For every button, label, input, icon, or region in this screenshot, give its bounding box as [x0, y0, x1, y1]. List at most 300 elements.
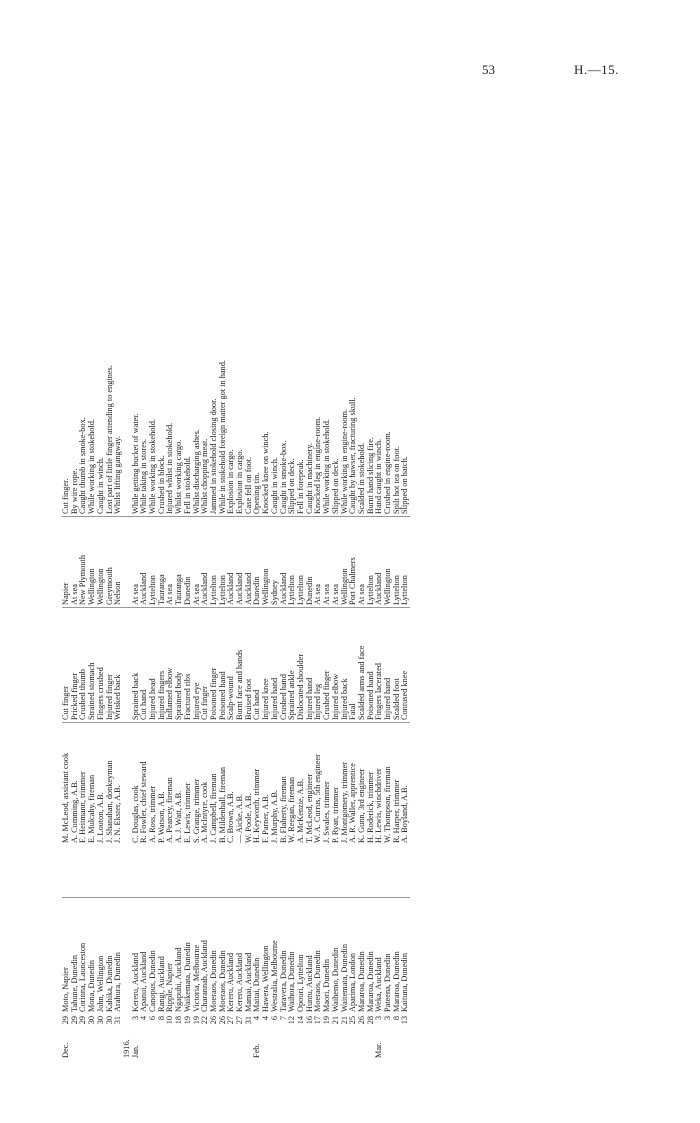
dot-leader	[123, 845, 132, 898]
cell-name: B. Flaherty, fireman	[280, 723, 289, 846]
accidents-table	[62, 64, 410, 1060]
dot-leader	[201, 845, 210, 898]
table-row	[88, 64, 97, 1060]
table-row	[184, 64, 193, 1060]
page-number: 53	[482, 62, 495, 77]
dot-leader	[297, 845, 306, 898]
cell-name: E. Mulcahy, fireman	[88, 723, 97, 846]
cell-name: P. Watson, A.B.	[158, 723, 167, 846]
cell-day: 30	[95, 1016, 105, 1025]
cell-month	[288, 1034, 297, 1060]
cell-month	[271, 1034, 280, 1060]
cell-ship: Waihora, Dunedin	[288, 898, 297, 1015]
cell-ship: Kereru, Auckland	[227, 898, 236, 1015]
cell-ship: Pateena, Dunedin	[384, 898, 393, 1015]
cell-injury: Dislocated shoulder	[297, 608, 306, 723]
dot-leader	[158, 845, 167, 898]
cell-name: A. McKenzie, A.B.	[297, 723, 306, 846]
cell-month	[71, 1034, 80, 1060]
cell-month	[106, 1034, 115, 1060]
cell-injury: Injured back	[341, 608, 350, 723]
cell-cause: Whilst lifting gangway.	[113, 435, 123, 514]
dot-leader	[314, 845, 323, 898]
cell-injury: Injured finger	[106, 608, 115, 723]
table-row	[332, 64, 341, 1060]
dot-leader	[175, 845, 184, 898]
cell-cause: Crushed in engine-room.	[383, 431, 393, 514]
cell-month	[166, 1034, 175, 1060]
cell-day: 8	[391, 1016, 401, 1021]
cell-month: Mar.	[374, 1042, 384, 1058]
cell-ship: Corinna, Launceston	[79, 898, 88, 1015]
cell-name: A. Ross, trimmer	[149, 723, 158, 846]
table-row	[227, 64, 236, 1060]
cell-ship: Moto, Napier	[62, 898, 71, 1015]
cell-cause: While working in stokehold.	[148, 419, 158, 514]
cell-day: 6	[148, 1016, 158, 1021]
dot-leader	[106, 845, 115, 898]
cell-where: Dunedin	[306, 517, 315, 608]
cell-where: Auckland	[201, 517, 210, 608]
cell-month: Jan.	[130, 1044, 140, 1058]
cell-injury: Fingers lacerated	[375, 608, 384, 723]
cell-where: Auckland	[375, 517, 384, 608]
table-row	[384, 64, 393, 1060]
cell-where: Port Chalmers	[349, 517, 358, 608]
cell-month	[227, 1034, 236, 1060]
cell-injury: Poisoned hand	[219, 608, 228, 723]
cell-where: Wellington	[262, 517, 271, 608]
cell-where: Dunedin	[253, 517, 262, 608]
cell-day: 30	[104, 1016, 114, 1025]
cell-ship: Waitemata, Dunedin	[341, 898, 350, 1015]
cell-day: 3	[374, 1016, 384, 1021]
cell-cause: While taking in stores.	[139, 438, 149, 514]
cell-where: Lyttelton	[401, 517, 410, 608]
cell-month	[219, 1034, 228, 1060]
cell-ship: Huntu, Auckland	[306, 898, 315, 1015]
cell-name: T. McLeod, engineer	[306, 723, 315, 846]
cell-day: 28	[365, 1016, 375, 1025]
cell-day: 12	[287, 1016, 297, 1025]
cell-day: 6	[269, 1016, 279, 1021]
cell-injury: Inflamed elbow	[166, 608, 175, 723]
cell-where: At sea	[132, 517, 141, 608]
cell-ship: Maori, Dunedin	[323, 898, 332, 1015]
cell-ship: Victoria, Melbourne	[193, 898, 202, 1015]
cell-cause: Fell in forepeak.	[295, 459, 305, 514]
cell-name: C. Douglas, cook	[132, 723, 141, 846]
dot-leader	[271, 845, 280, 898]
cell-where: Dunedin	[184, 517, 193, 608]
cell-injury: Pricked finger	[71, 608, 80, 723]
cell-day: 26	[356, 1016, 366, 1025]
cell-day: 31	[243, 1016, 253, 1025]
cell-month	[262, 1034, 271, 1060]
cell-day: 29	[69, 1016, 79, 1025]
cell-cause: Burnt hand slicing fire.	[365, 437, 375, 514]
cell-ship: Moeraos, Dunedin	[219, 898, 228, 1015]
cell-where: Nelson	[114, 517, 123, 608]
cell-month	[158, 1034, 167, 1060]
cell-where: Tauranga	[158, 517, 167, 608]
cell-month	[349, 1034, 358, 1060]
cell-where: Wellington	[88, 517, 97, 608]
cell-ship: Kereru, Auckland	[132, 898, 141, 1015]
cell-where: Wellington	[97, 517, 106, 608]
cell-where: Auckland	[245, 517, 254, 608]
table-row	[132, 64, 141, 1060]
table-row	[367, 64, 376, 1060]
cell-injury: Cut hand	[140, 608, 149, 723]
dot-leader	[253, 845, 262, 898]
cell-day: 13	[400, 1016, 410, 1025]
cell-name: — Aicke, A.B.	[236, 723, 245, 846]
cell-month	[306, 1034, 315, 1060]
cell-cause: Caught by hawser, fracturing skull.	[348, 397, 358, 514]
cell-name: J. Shanahan, donkeyman	[106, 723, 115, 846]
dot-leader	[358, 845, 367, 898]
cell-injury: Injured hand	[271, 608, 280, 723]
cell-cause: By wire rope.	[69, 468, 79, 514]
cell-name: R. Fowler, chief steward	[140, 723, 149, 846]
table-row	[253, 64, 262, 1060]
cell-injury: Poisoned finger	[210, 608, 219, 723]
cell-day: 31	[113, 1016, 123, 1025]
cell-injury: Injured hand	[306, 608, 315, 723]
cell-injury: Crushed thumb	[79, 608, 88, 723]
table-row	[210, 64, 219, 1060]
cell-day: 25	[348, 1016, 358, 1025]
cell-cause: While working in engine-room.	[339, 408, 349, 514]
cell-day: 3	[130, 1016, 140, 1021]
table-row	[114, 64, 123, 1060]
dot-leader	[227, 845, 236, 898]
dot-leader	[341, 845, 350, 898]
cell-cause: Spilt hot tea on foot.	[391, 446, 401, 514]
cell-where: Lyttelton	[393, 517, 402, 608]
cell-cause: Whilst working cargo.	[174, 439, 184, 514]
cell-name: E. Lewis, trimmer	[184, 723, 193, 846]
cell-ship: Westralia, Melbourne	[271, 898, 280, 1015]
table-row	[149, 64, 158, 1060]
cell-injury: Sprained back	[132, 608, 141, 723]
dot-leader	[262, 845, 271, 898]
cell-name: W. A. Currus, 5th engineer	[314, 723, 323, 846]
cell-name: K. Gunn, 3rd engineer	[358, 723, 367, 846]
cell-injury: Injured hand	[384, 608, 393, 723]
cell-ship: Rangi, Auckland	[158, 898, 167, 1015]
cell-day: 19	[191, 1016, 201, 1025]
cell-injury: Injured leg	[314, 608, 323, 723]
dot-leader	[367, 845, 376, 898]
cell-cause: Scalded in stokehold.	[356, 442, 366, 514]
cell-name: W. Reegan, fireman	[288, 723, 297, 846]
cell-month	[393, 1034, 402, 1060]
cell-name: A. J. Watt, A.B.	[175, 723, 184, 846]
cell-injury: Injured head	[149, 608, 158, 723]
dot-leader	[184, 845, 193, 898]
cell-injury: Crushed hand	[280, 608, 289, 723]
dot-leader	[349, 845, 358, 898]
cell-month	[210, 1034, 219, 1060]
cell-name: H. Lewis, winchdriver	[375, 723, 384, 846]
cell-where: Wellington	[384, 517, 393, 608]
cell-ship: Mararoa, Dunedin	[367, 898, 376, 1015]
cell-ship: Kereru, Auckland	[236, 898, 245, 1015]
dot-leader	[140, 845, 149, 898]
cell-cause: Whilst discharging ashes.	[191, 429, 201, 514]
cell-cause: Caught in smoke-box.	[278, 440, 288, 514]
cell-month	[140, 1034, 149, 1060]
dot-leader	[236, 845, 245, 898]
cell-ship: Waikemata, Dunedin	[184, 898, 193, 1015]
cell-where: Auckland	[236, 517, 245, 608]
cell-month	[314, 1034, 323, 1060]
cell-day: 22	[200, 1016, 210, 1025]
cell-injury: Fractured ribs	[184, 608, 193, 723]
cell-where: Greymouth	[106, 517, 115, 608]
cell-month	[384, 1034, 393, 1060]
cell-month: Dec.	[61, 1042, 70, 1058]
cell-day: 4	[139, 1016, 149, 1021]
dot-leader	[88, 845, 97, 898]
table-row	[158, 64, 167, 1060]
cell-ship: Maitai, Dunedin	[253, 898, 262, 1015]
cell-cause: Opening tin.	[252, 472, 262, 514]
cell-where: New Plymouth	[79, 517, 88, 608]
dot-leader	[149, 845, 158, 898]
cell-cause: While getting bucket of water.	[130, 413, 140, 514]
cell-where: At sea	[314, 517, 323, 608]
dot-leader	[288, 845, 297, 898]
cell-name: W. Thompson, fireman	[384, 723, 393, 846]
cell-ship: Ripple, Napier	[166, 898, 175, 1015]
cell-where: Auckland	[227, 517, 236, 608]
cell-where: Sydney	[271, 517, 280, 608]
cell-where: Lyttelton	[149, 517, 158, 608]
cell-name: P. Ryan, trimmer	[332, 723, 341, 846]
dot-leader	[62, 845, 71, 898]
cell-ship: Moeraos, Dunedin	[210, 898, 219, 1015]
cell-ship: Ngapuhi, Auckland	[175, 898, 184, 1015]
table-row	[262, 64, 271, 1060]
cell-name: J. Swales, trimmer	[323, 723, 332, 846]
cell-cause: While working in stokehold.	[322, 419, 332, 514]
cell-cause: Slipped on hatch.	[400, 456, 410, 514]
cell-injury: Cut finger	[201, 608, 210, 723]
cell-where: At sea	[323, 517, 332, 608]
table-row	[349, 64, 358, 1060]
dot-leader	[219, 845, 228, 898]
cell-injury: Injured eye	[193, 608, 202, 723]
table-row	[175, 64, 184, 1060]
table-row	[358, 64, 367, 1060]
cell-day: 21	[339, 1016, 349, 1025]
cell-cause: Fell in stokehold.	[182, 456, 192, 514]
cell-name: F. Parner, A.B.	[262, 723, 271, 846]
cell-where: Lyttelton	[219, 517, 228, 608]
cell-where: Lyttelton	[288, 517, 297, 608]
table-row	[97, 64, 106, 1060]
cell-month	[193, 1034, 202, 1060]
cell-ship: Kahika, Dunedin	[106, 898, 115, 1015]
cell-where: At sea	[358, 517, 367, 608]
cell-month	[149, 1034, 158, 1060]
cell-month	[201, 1034, 210, 1060]
rotated-table-region	[62, 100, 662, 1060]
cell-cause: While working in stokehold.	[87, 419, 97, 514]
cell-day: 21	[330, 1016, 340, 1025]
cell-ship: Tahune, Dunedin	[71, 898, 80, 1015]
cell-cause: Case fell on foot.	[243, 456, 253, 514]
cell-ship: Taravera, Dunedin	[280, 898, 289, 1015]
cell-day: 29	[61, 1016, 70, 1025]
cell-cause: Hand caught in winch.	[374, 438, 384, 514]
cell-injury: Wrisked back	[114, 608, 123, 723]
cell-ship: Charannah, Auckland	[201, 898, 210, 1015]
cell-month	[175, 1034, 184, 1060]
table-row	[123, 64, 132, 1060]
cell-injury: Injured fingers	[158, 608, 167, 723]
cell-cause: While in stokehold foreign matter got in hand.	[217, 360, 227, 514]
cell-cause: Knocked leg in engine-room.	[313, 416, 323, 514]
table-row	[393, 64, 402, 1060]
cell-day: 18	[174, 1016, 184, 1025]
cell-ship: Aparima, London	[349, 898, 358, 1015]
cell-ship: Kaituna, Dunedin	[401, 898, 410, 1015]
cell-month	[358, 1034, 367, 1060]
table-row	[288, 64, 297, 1060]
cell-name: A. Boyland, A.B.	[401, 723, 410, 846]
cell-where: Auckland	[140, 517, 149, 608]
cell-ship: Mona, Dunedin	[88, 898, 97, 1015]
dot-leader	[332, 845, 341, 898]
table-row	[271, 64, 280, 1060]
cell-name: W. Poole, A.B.	[245, 723, 254, 846]
table-row	[280, 64, 289, 1060]
cell-month	[97, 1034, 106, 1060]
table-row	[401, 64, 410, 1060]
table-row	[193, 64, 202, 1060]
cell-month	[297, 1034, 306, 1060]
cell-month	[332, 1034, 341, 1060]
cell-ship: Weka, Auckland	[375, 898, 384, 1015]
cell-name: H. Roderick, trimmer	[367, 723, 376, 846]
dot-leader	[210, 845, 219, 898]
cell-cause: Cut finger.	[61, 478, 70, 514]
table-row	[323, 64, 332, 1060]
cell-where: Tauranga	[175, 517, 184, 608]
table-row	[106, 64, 115, 1060]
cell-name: J. Murphy, A.B.	[271, 723, 280, 846]
table-row	[219, 64, 228, 1060]
cell-month	[88, 1034, 97, 1060]
cell-injury: Fatal	[349, 608, 358, 723]
cell-name: A. Cumming, A.B.	[71, 723, 80, 846]
cell-name: J. Louton, A.B.	[97, 723, 106, 846]
cell-cause: Caught in machinery.	[304, 442, 314, 514]
cell-name: M. McLeod, assistant cook	[62, 723, 71, 846]
dot-leader	[79, 845, 88, 898]
cell-ship: Mamai, Auckland	[245, 898, 254, 1015]
cell-day: 19	[322, 1016, 332, 1025]
cell-ship: Mararoa, Dunedin	[358, 898, 367, 1015]
dot-leader	[393, 845, 402, 898]
cell-name: J. N. Ekster, A.B.	[114, 723, 123, 846]
table-row	[306, 64, 315, 1060]
cell-ship: Apanui, Auckland	[140, 898, 149, 1015]
page-reference: H.—15.	[574, 62, 619, 77]
dot-leader	[193, 845, 202, 898]
cell-month	[341, 1034, 350, 1060]
cell-day: 27	[235, 1016, 245, 1025]
dot-leader	[166, 845, 175, 898]
cell-month	[184, 1034, 193, 1060]
table-row	[245, 64, 254, 1060]
cell-name: H. Keyworth, trimmer	[253, 723, 262, 846]
cell-day: 4	[261, 1016, 271, 1021]
cell-day: 26	[217, 1016, 227, 1025]
cell-injury: Contused knee	[401, 608, 410, 723]
cell-injury: Scalded arms and face	[358, 608, 367, 723]
cell-cause: Injured whilst in stokehold.	[165, 422, 175, 514]
cell-injury: Injured elbow	[332, 608, 341, 723]
cell-where: Wellington	[341, 517, 350, 608]
cell-injury: Injured knee	[262, 608, 271, 723]
cell-injury: Cut hand	[253, 608, 262, 723]
cell-day: 7	[278, 1016, 288, 1021]
cell-name: A. McIntyre, cook	[201, 723, 210, 846]
dot-leader	[306, 845, 315, 898]
cell-injury: Scalp-wound	[227, 608, 236, 723]
cell-where: Lyttelton	[367, 517, 376, 608]
cell-where: At sea	[193, 517, 202, 608]
cell-cause: Caught thumb in smoke-box.	[78, 417, 88, 514]
cell-cause: Explosion in cargo.	[235, 449, 245, 514]
cell-injury: Sprained body	[175, 608, 184, 723]
table-row	[140, 64, 149, 1060]
cell-name: A. Pearcey, fireman	[166, 723, 175, 846]
dot-leader	[97, 845, 106, 898]
cell-month: 1916.	[121, 1039, 131, 1058]
cell-where: Lyttelton	[297, 517, 306, 608]
cell-cause: Jammed in stokehold closing door.	[208, 398, 218, 514]
cell-name: J. Campbell, fireman	[210, 723, 219, 846]
cell-name: R. Harper, trimmer	[393, 723, 402, 846]
dot-leader	[401, 845, 410, 898]
cell-ship: Waihemo, Dunedin	[332, 898, 341, 1015]
cell-day: 29	[78, 1016, 88, 1025]
cell-injury: Crushed finger	[323, 608, 332, 723]
cell-month: Feb.	[252, 1043, 262, 1058]
cell-name: B. Mildenhall, fireman	[219, 723, 228, 846]
cell-day: 10	[165, 1016, 175, 1025]
cell-day: 16	[304, 1016, 314, 1025]
cell-month	[323, 1034, 332, 1060]
dot-leader	[280, 845, 289, 898]
cell-cause: Caught in winch.	[95, 457, 105, 514]
table-row	[297, 64, 306, 1060]
accidents-table-body	[62, 64, 410, 1060]
cell-month	[401, 1034, 410, 1060]
cell-cause: Explosion in cargo.	[226, 449, 236, 514]
cell-injury: Fingers crushed	[97, 608, 106, 723]
cell-name: C. Brown, A.B.	[227, 723, 236, 846]
table-row	[166, 64, 175, 1060]
cell-cause: Lost part of little finger attending to engines.	[104, 365, 114, 514]
cell-injury: Burnt face and hands	[236, 608, 245, 723]
